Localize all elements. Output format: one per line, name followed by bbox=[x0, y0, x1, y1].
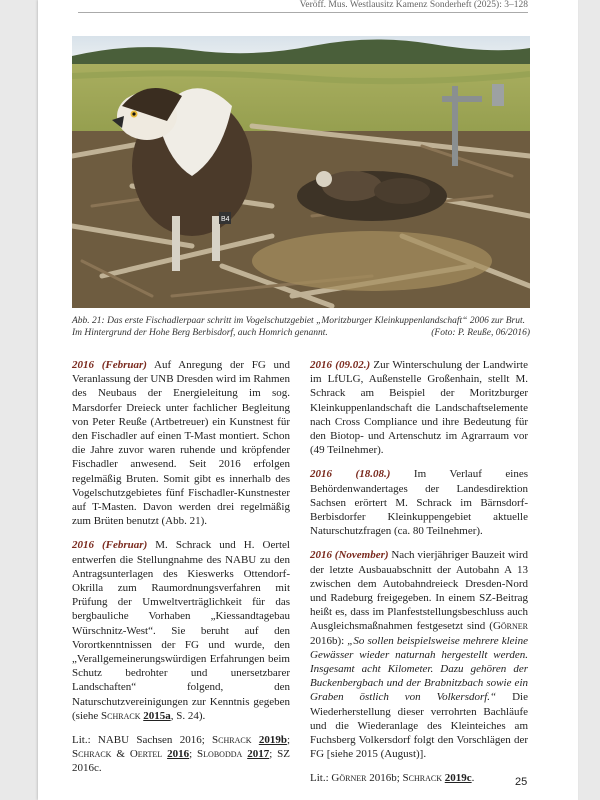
entry-text: Nach vierjähriger Bauzeit wird der letzte Ausbauabschnitt der Autobahn A 13 zwischen dem Autobahndreieck Dresden-Nord und Radeburg freigegeben. In einem SZ-Beitrag heißt es, dass im Planfeststellungsbeschluss auch Ausgleichsmaßnahmen festgesetzt sind ( bbox=[310, 549, 528, 633]
lit-author: Schrack bbox=[212, 734, 252, 747]
cite-author: Görner bbox=[492, 620, 528, 633]
lit-label: Lit.: NABU Sachsen 2016; bbox=[72, 734, 213, 747]
entry-date: 2016 (09.02.) bbox=[310, 359, 371, 371]
osprey-nest-photo bbox=[72, 36, 530, 308]
caption-text: Abb. 21: Das erste Fischadlerpaar schritt im Vogelschutzgebiet „Moritzburger Kleinkuppenlandschaft“ 2006 zur Brut. Im Hintergrund der Hohe Berg Berbisdorf, auch Homrich genannt. bbox=[72, 316, 525, 338]
lit-sep: ; bbox=[189, 748, 198, 761]
leg-ring: B4 bbox=[221, 216, 230, 223]
lit-year-link[interactable]: 2016 bbox=[167, 748, 190, 761]
lit-author: Schrack & Oertel bbox=[72, 748, 163, 761]
literature-left bbox=[72, 733, 290, 776]
entry-text: Im Verlauf eines Behördenwandertages der Landesdirektion Sachsen erörtert M. Schrack im Bärnsdorf-Berbisdorfer Kleinkuppengebiet aktuelle Naturschutzfragen (ca. 80 Teilnehmer). bbox=[310, 468, 528, 538]
cite-rest: 2016b): bbox=[310, 634, 348, 647]
lit-rest: 2016b; bbox=[366, 772, 403, 785]
entry-date: 2016 (18.08.) bbox=[310, 468, 391, 481]
lit-author: Görner bbox=[331, 772, 367, 785]
entry-date: 2016 (Februar) bbox=[72, 359, 147, 371]
entry-text: Zur Winterschulung der Landwirte im LfULG, Außenstelle Großenhain, stellt M. Schrack am Beispiel der Moritzburger Kleinkuppenlandschaft die Landschaftselemente nach Cross Compliance und ihre Bedeutung für den Biotop- und Artenschutz im Agrarraum vor (49 Teilnehmer). bbox=[310, 359, 528, 457]
entry-text-end: , S. 24). bbox=[170, 709, 206, 722]
entry-2016-november bbox=[310, 548, 528, 761]
lit-author: Schrack bbox=[402, 772, 442, 785]
entry-date: 2016 (November) bbox=[310, 549, 389, 562]
lit-label: Lit.: bbox=[310, 772, 332, 785]
left-column bbox=[72, 358, 290, 786]
right-column bbox=[310, 358, 528, 796]
entry-text-end: Die Wiederherstellung dieser verrohrten Bachläufe und die Wiederanlage des Kleinteiches am Fuchsberg Volkersdorf folgt den Vorschlägen der FG [siehe 2015 (August)]. bbox=[310, 691, 528, 761]
ref-year-link[interactable]: 2015a bbox=[143, 709, 171, 722]
entry-2016-0902 bbox=[310, 358, 528, 457]
entry-text: Auf Anregung der FG und Veranlassung der UNB Dresden wird im Rahmen des Neubaus der Energieleitung im sog. Marsdorfer Dreieck unter fachlicher Begleitung von Peter Reuße (Artbetreuer) ein Kunstnest für den Fischadler auf einen T-Mast montiert. Schon die Jahre zuvor waren ruhende und kröpfender Fischadler anwesend. Seit 2016 erfolgen regelmäßig Bruten. Somit gibt es innerhalb des Vogelschutzgebietes fünf Fischadler-Kunstnester auf T-Masten. Davon werden drei regelmäßig zum Brüten benutzt (Abb. 21). bbox=[72, 359, 290, 528]
quote: „So sollen beispielsweise mehrere kleine Gewässer wieder naturnah hergestellt werden. Insgesamt acht Kilometer. Dazu gehören der Buckenbergbach und der Brabnitzbach sowie ein Graben östlich von Volkersdorf.“ bbox=[310, 634, 528, 704]
photo-credit: (Foto: P. Reuße, 06/2016) bbox=[431, 328, 530, 338]
lit-sep: ; bbox=[286, 734, 290, 747]
ref-author: Schrack bbox=[101, 709, 141, 722]
running-header: Veröff. Mus. Westlausitz Kamenz Sonderheft (2025): 3–128 bbox=[78, 0, 528, 13]
entry-date: 2016 (Februar) bbox=[72, 539, 148, 552]
figure-caption bbox=[72, 315, 530, 339]
entry-text: M. Schrack und H. Oertel entwerfen die Stellungnahme des NABU zu den Antragsunterlagen des Kieswerks Ottendorf-Okrilla zum Raumordnungsverfahren mit Prüfung der Umweltverträglichkeit für das bergbauliche Vorhaben „Kiessandtagebau Würschnitz-West“. Sie beruht auf den Vorortkenntnissen der FG und wurde, den „Verallgemeinerungswürdigen Erfahrungen beim Schutz bedrohter und unersetzbarer Landschaften“ folgend, den Naturschutzvereinigungen zur Kenntnis gegeben (siehe bbox=[72, 539, 290, 722]
page-number: 25 bbox=[515, 776, 528, 788]
entry-2016-februar-kunstnest bbox=[72, 358, 290, 528]
entry-2016-1808 bbox=[310, 467, 528, 538]
lit-end: ; SZ 2016c. bbox=[72, 748, 290, 775]
entry-2016-februar-stellungnahme bbox=[72, 538, 290, 723]
lit-year-link[interactable]: 2019b bbox=[258, 734, 287, 747]
literature-right bbox=[310, 771, 528, 785]
lit-end: . bbox=[471, 772, 475, 785]
lit-author: Slobodda bbox=[197, 748, 243, 761]
lit-year-link[interactable]: 2019c bbox=[444, 772, 472, 785]
lit-year-link[interactable]: 2017 bbox=[247, 748, 270, 761]
